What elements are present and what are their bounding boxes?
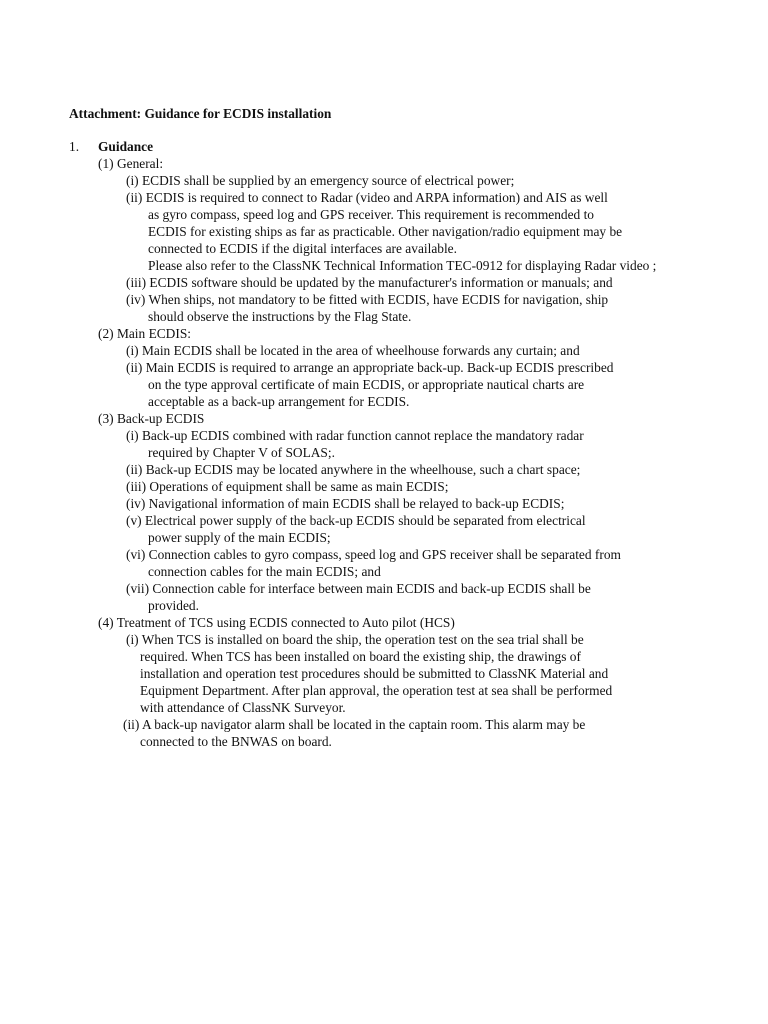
text-line: (i) ECDIS shall be supplied by an emergency source of electrical power;	[126, 173, 515, 188]
text-line: ECDIS for existing ships as far as practicable. Other navigation/radio equipment may be	[148, 224, 623, 239]
text-line: (v) Electrical power supply of the back-up ECDIS should be separated from electrical	[126, 513, 586, 528]
document-title: Attachment: Guidance for ECDIS installation	[69, 106, 332, 121]
text-line: (i) When TCS is installed on board the ship, the operation test on the sea trial shall be	[126, 632, 584, 647]
text-line: Equipment Department. After plan approval, the operation test at sea shall be performed	[140, 683, 613, 698]
subsection-heading-general: (1) General:	[98, 156, 164, 171]
text-line: (i) Main ECDIS shall be located in the area of wheelhouse forwards any curtain; and	[126, 343, 580, 358]
text-line: acceptable as a back-up arrangement for ECDIS.	[148, 394, 410, 409]
text-line: (iii) Operations of equipment shall be same as main ECDIS;	[126, 479, 449, 494]
text-line: with attendance of ClassNK Surveyor.	[140, 700, 346, 715]
subsection-heading-tcs: (4) Treatment of TCS using ECDIS connected to Auto pilot (HCS)	[98, 615, 455, 630]
text-line: connected to ECDIS if the digital interfaces are available.	[148, 241, 457, 256]
text-line: required. When TCS has been installed on board the existing ship, the drawings of	[140, 649, 581, 664]
subsection-heading-backup-ecdis: (3) Back-up ECDIS	[98, 411, 205, 426]
section-number: 1.	[69, 139, 80, 154]
text-line: on the type approval certificate of main ECDIS, or appropriate nautical charts are	[148, 377, 585, 392]
text-line: (ii) A back-up navigator alarm shall be located in the captain room. This alarm may be	[123, 717, 586, 732]
text-line: Please also refer to the ClassNK Technical Information TEC-0912 for displaying Radar video ;	[148, 258, 657, 273]
text-line: connected to the BNWAS on board.	[140, 734, 332, 749]
text-line: (ii) Main ECDIS is required to arrange an appropriate back-up. Back-up ECDIS prescribed	[126, 360, 614, 375]
text-line: (iii) ECDIS software should be updated by the manufacturer's information or manuals; and	[126, 275, 613, 290]
text-line: (ii) ECDIS is required to connect to Radar (video and ARPA information) and AIS as well	[126, 190, 608, 205]
text-line: (i) Back-up ECDIS combined with radar function cannot replace the mandatory radar	[126, 428, 584, 443]
text-line: as gyro compass, speed log and GPS receiver. This requirement is recommended to	[148, 207, 594, 222]
text-line: (vii) Connection cable for interface between main ECDIS and back-up ECDIS shall be	[126, 581, 591, 596]
text-line: provided.	[148, 598, 199, 613]
text-line: power supply of the main ECDIS;	[148, 530, 331, 545]
section-heading: Guidance	[98, 139, 154, 154]
text-line: should observe the instructions by the Flag State.	[148, 309, 412, 324]
text-line: (iv) Navigational information of main ECDIS shall be relayed to back-up ECDIS;	[126, 496, 565, 511]
subsection-heading-main-ecdis: (2) Main ECDIS:	[98, 326, 191, 341]
text-line: installation and operation test procedures should be submitted to ClassNK Material and	[140, 666, 609, 681]
text-line: (vi) Connection cables to gyro compass, speed log and GPS receiver shall be separated from	[126, 547, 621, 562]
text-line: (ii) Back-up ECDIS may be located anywhere in the wheelhouse, such a chart space;	[126, 462, 581, 477]
text-line: connection cables for the main ECDIS; and	[148, 564, 381, 579]
text-line: (iv) When ships, not mandatory to be fitted with ECDIS, have ECDIS for navigation, ship	[126, 292, 609, 307]
text-line: required by Chapter V of SOLAS;.	[148, 445, 335, 460]
